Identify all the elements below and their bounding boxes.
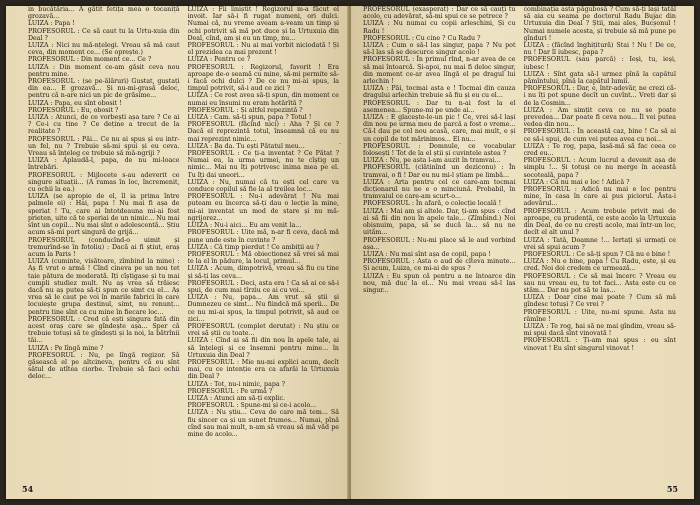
dialogue-paragraph: LUIZA : Am simțit ceva ce nu se poate prevedea... Dar poate fi ceva nou... Îl vei putea vedea din nou... <box>523 106 676 129</box>
dialogue-paragraph: LUIZA : Arta pentru cel ce care-am tocmai dicționarul nu ne e o minciună. Probabil, în tramvaiul ce care-am scurt-o... <box>363 178 516 201</box>
dialogue-paragraph: PROFESORUL : Regizorul, favorit ! Era aproape de-o seamă cu mine, să-mi permite să-i facă ochi dulci ? De ce nu mi-ai spus, la timpul potrivit, să-i aud ce zici ? <box>187 63 339 93</box>
dialogue-paragraph: LUIZA : Cînd ai să fii din nou în apele tale, ai să înțelegi și ce însemni pentru mine... în Urtuxuia din Deal ? <box>187 337 339 359</box>
dialogue-paragraph: LUIZA : Mai am și altele. Dar, ți-am spus : cînd ai să fii din nou în apele tale... (Zîmbind.) Noi obișnuim, papa, să se ducă la... să nu ne uităm... <box>363 207 516 237</box>
left-page-columns <box>28 6 339 484</box>
dialogue-paragraph: PROFESORUL (complet derutat) : Nu știu ce vrei să știi cu toate... <box>187 322 339 338</box>
dialogue-paragraph: PROFESORUL : Uite, nu-mi spune. Asta nu rămîne ! <box>523 308 676 323</box>
dialogue-paragraph: PROFESORUL : Asta o aud de cîteva minute... Și acum, Luiza, ce mi-ai de spus ? <box>363 258 516 273</box>
dialogue-paragraph: PROFESORUL : În afară, o colecție locală ! <box>363 200 502 208</box>
gutter-mark: · <box>339 141 341 148</box>
dialogue-paragraph: PROFESORUL : Dar, e, într-adevăr, ne crezi că-i nu îți pot spune decît un cuvînt... Vreți dar și de la Cosmin... <box>523 85 676 107</box>
dialogue-paragraph: PROFESORUL : Ce să caut tu la Urtu-xuia din Deal ? <box>28 27 180 42</box>
dialogue-paragraph: PROFESORUL : Acum trebuie privit mai de aproape, cu prudență, ce este acolo la Urtuxuia din Deal, de ce nu crești acolo, mai într-un loc, decît el alt unul ? <box>523 207 676 237</box>
dialogue-paragraph: PROFESORUL : Eu, obosit ? <box>28 106 119 114</box>
dialogue-paragraph: PROFESORUL (conducînd-o uimit și tremurînd-se în fotoliu) : Dacă ai fi știut, eraș acum la Paris ! <box>28 236 180 258</box>
page-number: 54 <box>22 484 34 494</box>
dialogue-paragraph: LUIZA : Te rog, hai să ne mai gîndim, vreau să-mi spui dacă sînt vinovată ! <box>523 322 676 338</box>
dialogue-paragraph: LUIZA (se apropie de el, îl ia prima între palmele ei) : Hai, papa ! Nu mai fi așa de speriat ! Tu, care ai întotdeauna mi-ai fost prieten, uite că te speriai de un nimic... Nu mai sînt un copil... Nu mai sînt o adolescentă... Știu acum să-mi port singură de grijă... <box>28 193 180 237</box>
dialogue-paragraph: PROFESORUL : Adică nu mai e loc pentru mine, în casa în care ai pus piciorul. Ăsta-i adevărul... <box>523 186 676 208</box>
dialogue-paragraph: LUIZA : Păi, tocmai asta e ! Tocmai din cauza dragului arlechin trebuie să fiu și eu cu el... <box>363 85 516 100</box>
right-page <box>351 6 694 499</box>
dialogue-paragraph: LUIZA : Aplaudă-l, papa, de nu mi-loace întrebări. <box>28 157 180 172</box>
dialogue-paragraph: LUIZA : Ce rost avea să-ți spun, din moment ce numai eu însumi nu eram hotărîtă ? <box>187 92 339 107</box>
column <box>188 6 340 484</box>
dialogue-paragraph: PROFESORUL : Acum lucrul a devenit așa de simplu !... Și totuși ce nu merge în această socoteală, papa ? <box>523 157 676 179</box>
dialogue-paragraph: PROFESORUL : Mă obiectionez să vrei să mai te la el în pădure, la locul, primul... <box>187 250 339 266</box>
dialogue-paragraph: LUIZA : Tot, nu-i nimic, papa ? <box>187 380 285 388</box>
dialogue-paragraph: PROFESORUL : Nu ai mai vorbit niciodată ! Și el prezidea ca mai prezent ! <box>187 42 339 57</box>
dialogue-paragraph: LUIZA : Doar cine mai poate ? Cum să mă gîndesc totuși ? Ce vrei ? <box>523 294 676 309</box>
dialogue-paragraph: LUIZA : E glacește-le-un pic ! Ce, vrei să-l lași din nou pe urma meu de parcă a fost o vreme... Că-l dau pe cel nou acasă, care, mai mult, e și un copil de tot mărinimos... El nu... <box>363 114 516 143</box>
column <box>363 6 516 484</box>
dialogue-paragraph: LUIZA : Că timp pierdut ! Ce ambiții au ? <box>187 243 320 251</box>
dialogue-paragraph: PROFESORUL : Mijlocete s-au adeverit ce singure situații... (A ramas în loc, încremenit, cu ochii la ea.) <box>28 171 180 194</box>
dialogue-paragraph: PROFESORUL : Pe urmă ? <box>187 387 273 395</box>
dialogue-paragraph: LUIZA : Nu, papa... Am vrut să știi și Dumnezeu ce simt... Nu fiindcă mă sperii... De ce nu mi-ai spus, la timpul potrivit, să aud ce zici... <box>187 294 339 323</box>
dialogue-paragraph: PROFESORUL : În această caz, bine ! Ca să ai ce să-i spui, de cum vei putea avea cu noi... <box>523 128 676 143</box>
dialogue-paragraph: PROFESORUL (sau parcă) : Ieși, tu, ieși, iubesc ! <box>523 56 676 71</box>
dialogue-paragraph: PROFESORUL : Ți-am mai spus : eu sînt vinovat ! Eu sînt singurul vinovat ! <box>523 337 676 352</box>
dialogue-paragraph: LUIZA : Nici nu mă-nțelegi. Vreau să mă caut ceva, din moment ce... (Se oprește.) <box>28 42 180 57</box>
dialogue-paragraph: PROFESORUL : Uite mă, n-ar fi ceva, dacă mă pune unde este în cuvinte ? <box>187 229 339 244</box>
dialogue-paragraph: LUIZA : Acum, dimpotrivă, vreau să fiu cu tine și să-ți las ceva... <box>187 265 339 280</box>
page-number: 55 <box>666 484 678 494</box>
dialogue-paragraph: LUIZA : Nu, pe asta l-am auzit în tramvai... <box>363 157 501 165</box>
dialogue-paragraph: PROFESORUL : Nu-i adevărat ! Nu mai puteam eu încerca să-ți dau o lecție la mine, mi-ai inventat un mod de stare și nu mă-ngrijorez... <box>187 193 339 222</box>
dialogue-paragraph: LUIZA : Nu mai sînt așa de copil, papa ! <box>363 250 491 258</box>
dialogue-paragraph: LUIZA : Papa, eu sînt obosit ! <box>28 99 122 107</box>
dialogue-paragraph: in bucătăria... A gătit fetița mea o tocaniță grozavă... <box>28 6 180 21</box>
dialogue-paragraph: LUIZA : Pe lîngă mine ? <box>28 344 104 352</box>
dialogue-paragraph: PROFESORUL : Deci, asta era ! Ca să ai ce să-i spui, de cum mai tîrziu ce ai cu voi... <box>187 279 339 294</box>
dialogue-paragraph: PROFESORUL : Și altfel repezintă ? <box>187 106 303 114</box>
dialogue-paragraph: LUIZA : Atunci am să-ți explic. <box>187 394 286 402</box>
dialogue-paragraph: LUIZA : Papa ! <box>28 20 75 28</box>
dialogue-paragraph: LUIZA : Nu numai cu copii arleschini, Și cu Radu ! <box>363 20 516 35</box>
dialogue-paragraph: PROFESORUL : (se pe-ălăruri) Gustat, gustați din ea... E grozavă... Și nu-mi-grasă deloc, pentru că n-are nici un pic de grăsime... <box>28 78 180 100</box>
dialogue-paragraph: PROFESORUL : Cu cine ? Cu Radu ? <box>363 34 481 42</box>
dialogue-paragraph: PROFESORUL : Dar tu n-ai fost la el asemenea... Spune-mi pe unde ai... <box>363 99 516 114</box>
right-page-columns <box>363 6 676 484</box>
dialogue-paragraph: PROFESORUL (exasperat) : Dar ce să cauți tu acolo, cu adevărat, să-mi spui ce se petrece ? <box>363 6 516 21</box>
dialogue-paragraph: PROFESORUL : Domnule, ce vocabular folosești ! Tot de la el știi și cuvintele astea ? <box>363 142 516 158</box>
dialogue-paragraph: LUIZA : Pentru ce ? <box>187 56 251 64</box>
dialogue-paragraph: LUIZA : Te rog, papa, lasă-mă să fac ceea ce cred eu... <box>523 142 676 158</box>
dialogue-paragraph: PROFESORUL : Ce să-ți spun ? Că nu e bine ! <box>523 250 671 258</box>
dialogue-paragraph: PROFESORUL : Cred că ești singura fată din acest oraș care se gîndește așa... Sper că trebuie totuși să te gîndești și la noi, la bătrînii tăi... <box>28 315 180 345</box>
dialogue-paragraph: PROFESORUL : Nu-mi place să le aud vorbind așa... <box>363 236 516 251</box>
dialogue-paragraph: LUIZA : Nu e bine, papa ! Cu Radu, este, și eu cred. Noi doi credem ce urmează... <box>523 258 676 273</box>
dialogue-paragraph: PROFESORUL : Nu, pe lîngă regizor. Să găsească el pe altcineva, pentru că eu sînt sătul de atîtea ciorbe. Trebuie să faci ochii deloc... <box>28 351 180 381</box>
dialogue-paragraph: LUIZA : Că nu mai e loc ! Adică ? <box>523 178 630 186</box>
dialogue-paragraph: PROFESORUL (clătinînd un deziconu) : În tramvai, o fi ! Dar eu nu mi-l știam pe limbă... <box>363 164 516 179</box>
dialogue-paragraph: combinația asta păgubosă ? Cum să-ți lași tatăl să aia cu seama pe doctorul Radu Bujac din Urtuxuia din Deal ? Știi, mai ales, Bucșonul ! Numai numele acesta, și trebuie să mă pune pe gînduri ! <box>523 6 676 42</box>
dialogue-paragraph: PROFESORUL : Mie nu-mi explici acum, decît mai, cu ce intenție era ca afarăi la Urtuxuia din Deal ? <box>187 358 339 381</box>
dialogue-paragraph: LUIZA : Tată, Doamne !... Iertați și urmați ce vrei să spui acum ? <box>523 236 676 251</box>
dialogue-paragraph: PROFESORUL : Ce ți-a inventat ? Ce Pătat ? Numai eu, la urma urmei, nu te cîștig un nimic... Mai nu îți potrivesc inima mea pe el. Tu îți dai uneori... <box>187 150 339 179</box>
book-spread <box>6 6 694 499</box>
dialogue-paragraph: PROFESORUL : În primul rînd, n-ar avea de ce să mai întoarcă. Și-apoi, nu mai fi deloc singur, din moment ce-ar avea lîngă el pe dragul lui arlechin ! <box>363 56 516 86</box>
dialogue-paragraph: PROFESORUL : Spune-mi și ce-i acolo... <box>187 402 317 410</box>
dialogue-paragraph: LUIZA : (făcînd înghițitură) Stai ! Nu ! De ce, nu ! Dar îl iubesc, papa ? <box>523 42 676 57</box>
dialogue-paragraph: LUIZA : Cam. să-ți spun, papa ? Totul ! <box>187 114 312 122</box>
dialogue-paragraph: PROFESORUL : Din moment ce... Ce ? <box>28 56 152 64</box>
dialogue-paragraph: PROFESORUL : Păi... Ce nu ai spus și eu intr-un fel, nu ? Trebuie să-mi spui și eu ceva. Vreau să înțeleg ce trebuie să mă-ngriji ? <box>28 135 180 158</box>
dialogue-paragraph: LUIZA : Eu spun că pentru a ne întoarce din nou, mă duc la el... Nu mai vreau să-l las singur... <box>363 272 516 294</box>
dialogue-paragraph: LUIZA : Sînt gata să-l urmez pînă la capătul pămîntului, pînă la capătul lumii. <box>523 70 676 86</box>
dialogue-paragraph: LUIZA : Fii liniștit ! Regizorul m-a făcut el invoit. Iar să-i fi rugat numeni, ori dulci. Numai că, nu vreme aveam a-veam un timp și ochi potrivit să mă pot duce și la Urtuxuia din Deal, cînd, am și eu un timp, nu... <box>187 6 339 42</box>
left-page <box>6 6 349 499</box>
column <box>28 6 180 484</box>
dialogue-paragraph: LUIZA : Atunci, de ce vorbești așa tare ? Ce ai ? Ce-i cu tine ? Ce deține a trecut de la realitate ? <box>28 114 180 136</box>
dialogue-paragraph: PROFESORUL : Ce să mai încerc ? Vreau eu sau nu vreau eu, tu tot faci... Asta este cu ce stăm... Dar nu pot să te las... <box>523 272 676 294</box>
dialogue-paragraph: PROFESORUL (făcînd nici) : Aha ? Și ce ? Dacă el reprezintă totul, înseamnă că eu nu mai reprezint nimic... <box>187 121 339 143</box>
dialogue-paragraph: LUIZA : Nu știu... Ceva de care mă tem... Să fiu sincer ca și un sunet frumos... Numai, pînă cînd sau mai mult, n-am să vreau să mă văd pe mine de acolo... <box>187 409 339 438</box>
dialogue-paragraph: LUIZA : Din moment ce-am găsit ceva nou pentru mine. <box>28 63 180 78</box>
dialogue-paragraph: LUIZA : Nu-i aici... Eu am venit la... <box>187 222 302 230</box>
column <box>524 6 677 484</box>
dialogue-paragraph: LUIZA : Cum o să-l las singur, papa ? Nu pot să-l las să se descurce singur acolo ! <box>363 42 516 57</box>
dialogue-paragraph: LUIZA : Nu, numai că tu ești cel care va conduce copilul să fie la al treilea loc... <box>187 178 339 194</box>
dialogue-paragraph: LUIZA (cuminte, visătoare, zîmbind la mine) : Aș fi vrut o armă ! Cînd cineva pe un nou tet taie pătura de moderată. Iți cîștigase și tu mai cumpli studiez mult. Nu aș vrea să trăiesc dacă nu aș putea să-ți spun ce simt cu el... Aș vrea să le caut pe voi în marile fabrici în care locuiește grupa destinul, simt, nu renunț... pentru tine sînt ca cu mine în fiecare loc... <box>28 258 180 316</box>
dialogue-paragraph: LUIZA : Ba da. Tu ești Pătatul meu... <box>187 142 305 150</box>
